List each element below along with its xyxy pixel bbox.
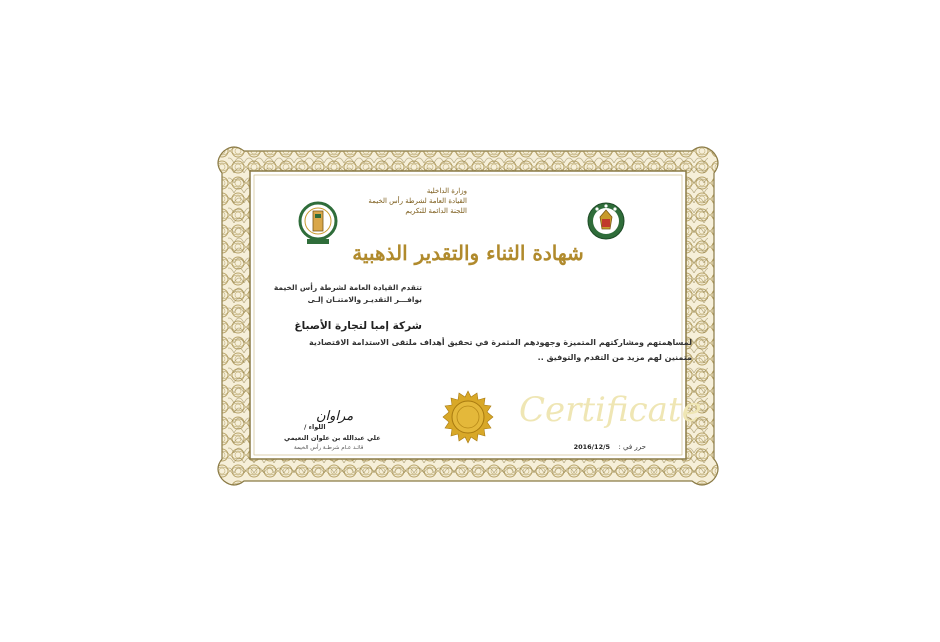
gold-seal-icon xyxy=(441,390,495,444)
signatory-rank: اللواء / xyxy=(304,423,326,431)
certificate xyxy=(214,143,722,489)
certificate-watermark xyxy=(519,381,702,441)
ministry-line-1: وزارة الداخلية xyxy=(426,187,467,195)
svg-text:مراوان: مراوان xyxy=(316,409,354,424)
ministry-line-2: القيادة العامة لشرطة رأس الخيمة xyxy=(368,197,467,205)
date-value: 2016/12/5 xyxy=(573,443,610,451)
body-line-2: متمنين لهم مزيد من التقدم والتوفيق .. xyxy=(537,353,692,362)
certificate-title: شهادة الثناء والتقدير الذهبية xyxy=(352,241,584,265)
recipient-name: شركة إمبا لتجارة الأصباغ xyxy=(294,320,422,332)
presenter-line-1: تتقدم القيادة العامة لشرطة رأس الخيمة xyxy=(273,283,422,292)
signatory-title: قائـد عـام شرطـة رأس الخيمة xyxy=(294,445,364,451)
signature xyxy=(314,405,374,425)
watermark-text: Certificate xyxy=(519,390,702,430)
date-label: حرر في : xyxy=(618,443,646,451)
presenter-line-2: بوافـــر التقديـر والامتنـان إلـى xyxy=(307,295,422,304)
ministry-line-3: اللجنة الدائمة للتكريم xyxy=(405,207,467,215)
signatory-name: علي عبدالله بن علوان النعيمي xyxy=(284,434,381,442)
body-line-1: لمساهمتهم ومشاركتهم المتميزة وجهودهم المثمرة في تحقيق أهداف ملتقى الاستدامة الاقتصادية xyxy=(308,338,692,347)
